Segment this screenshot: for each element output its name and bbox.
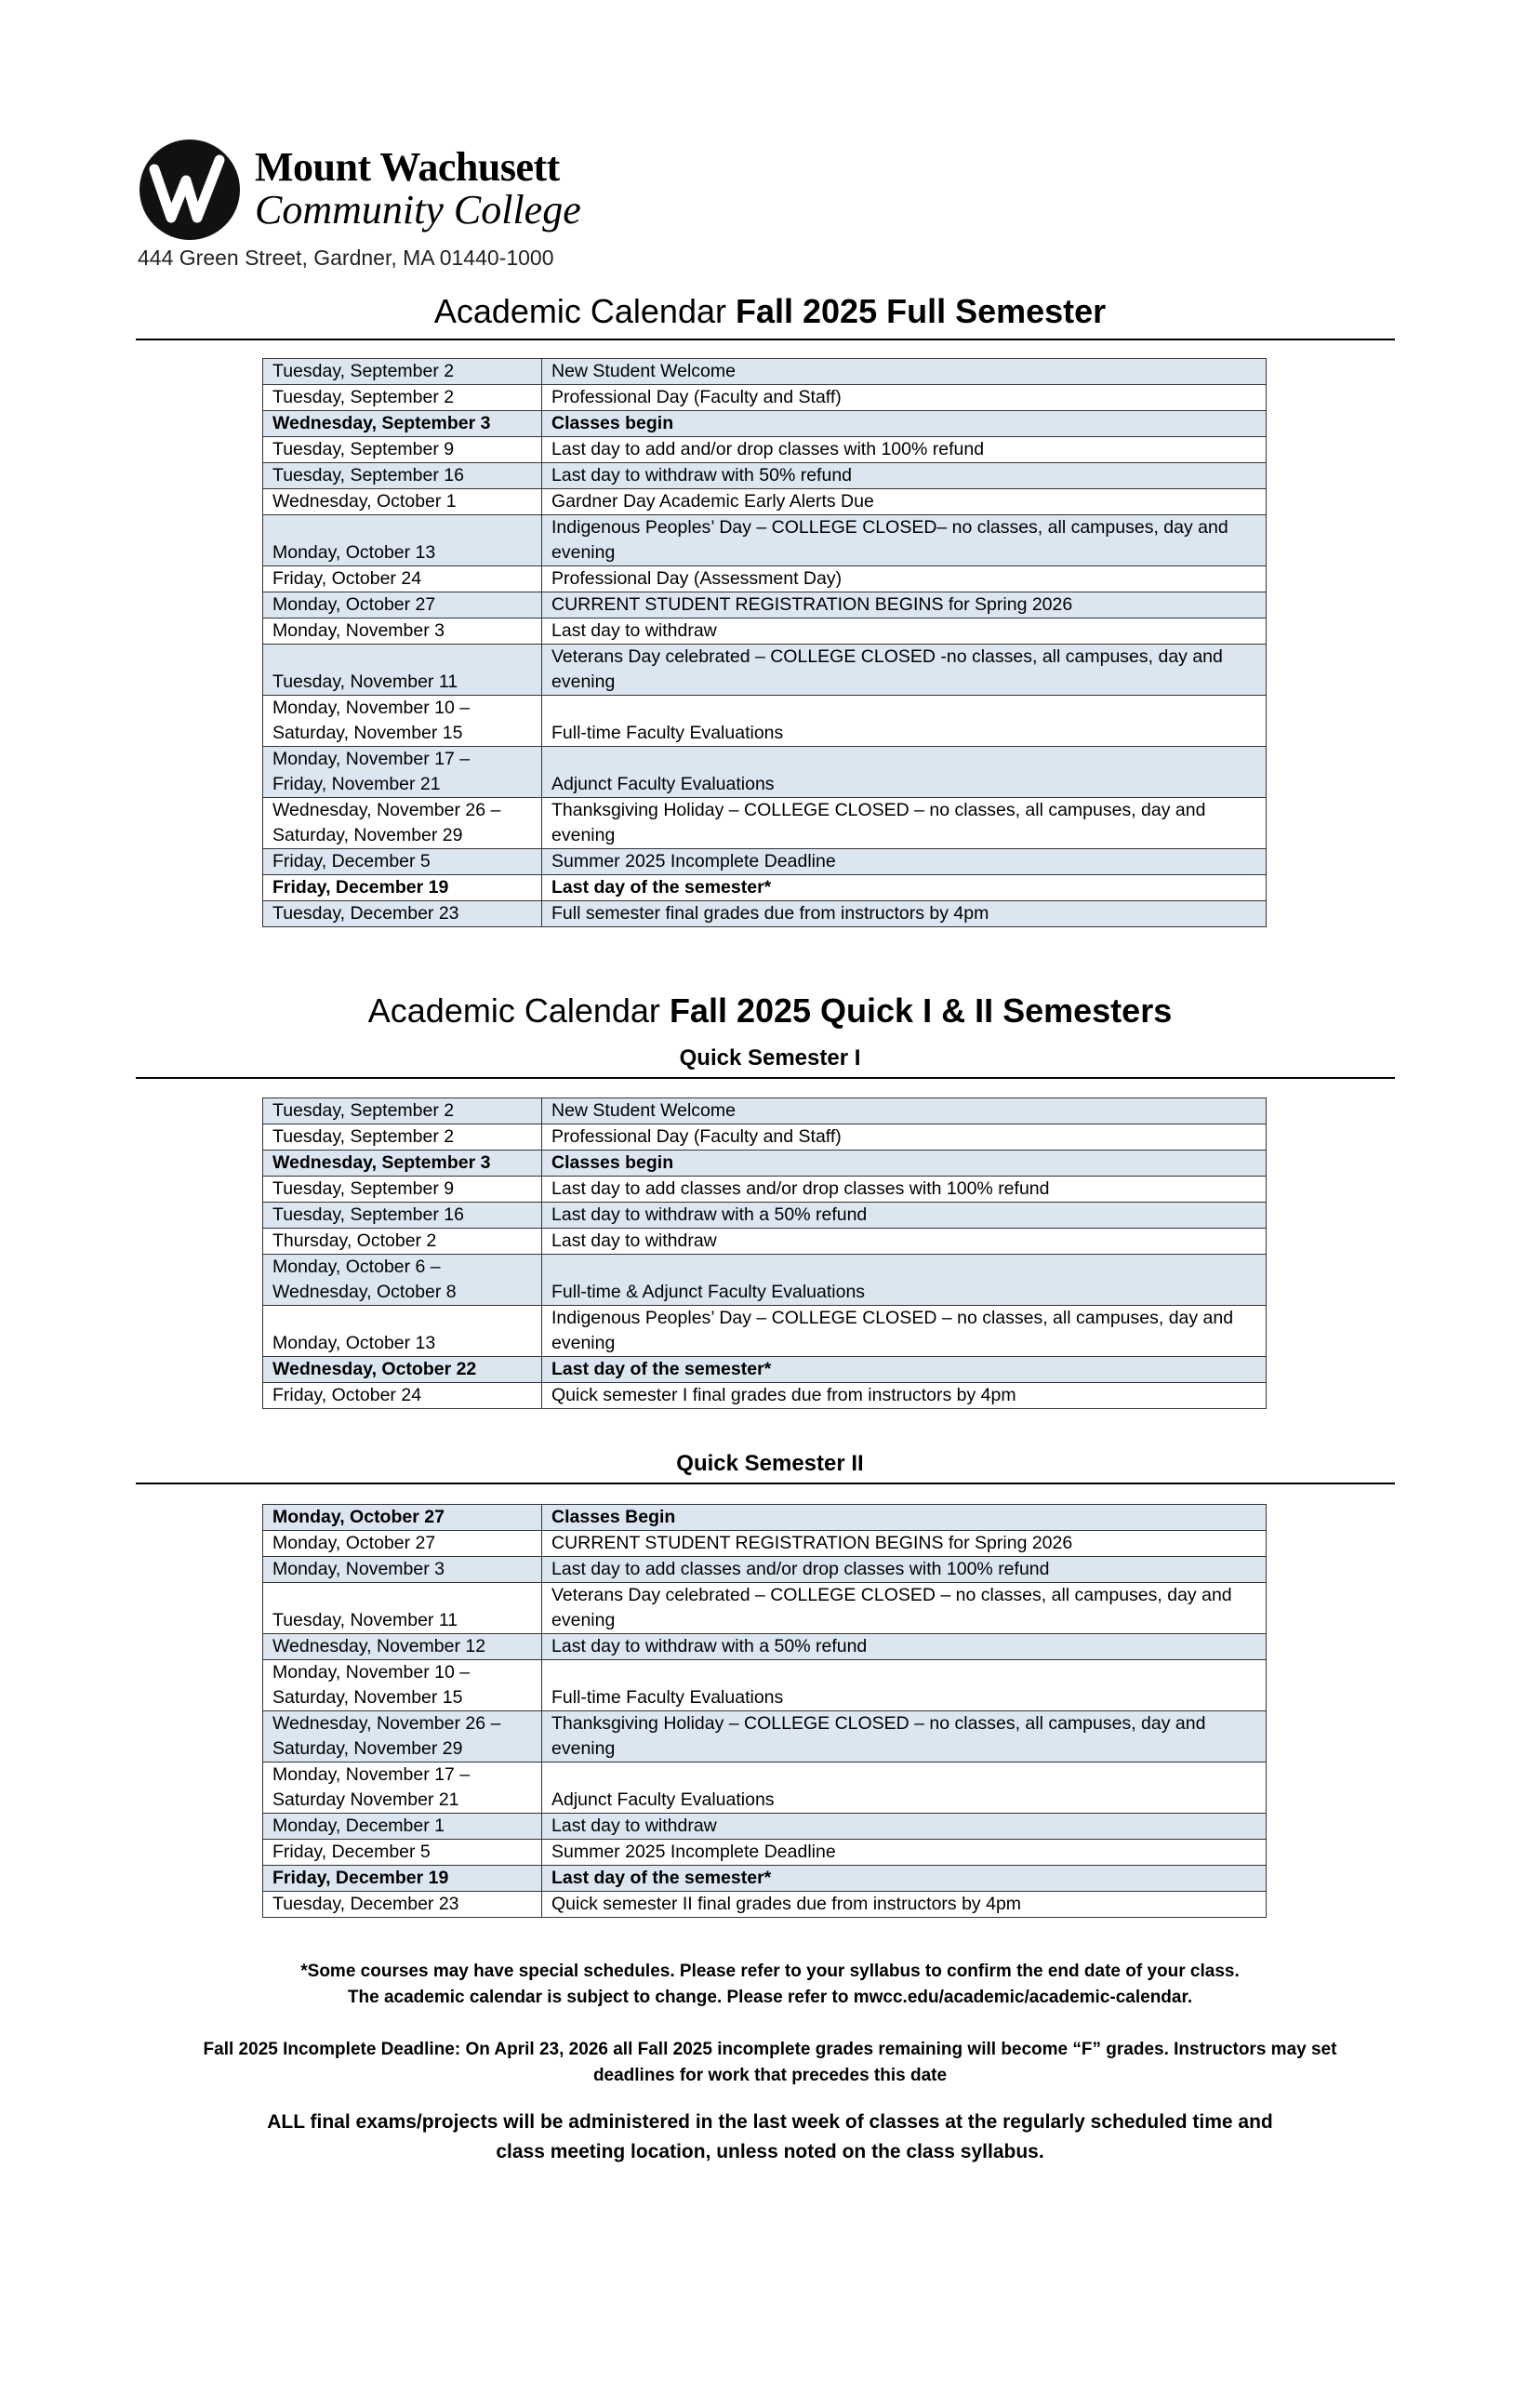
- event-cell: Last day to withdraw: [542, 619, 1267, 645]
- date-cell: Tuesday, September 9: [263, 1177, 542, 1203]
- date-cell: Tuesday, September 2: [263, 359, 542, 385]
- date-cell: Monday, October 13: [263, 1306, 542, 1357]
- table-row: [263, 849, 1267, 875]
- event-cell: Classes begin: [542, 1151, 1267, 1177]
- exams-line-1: ALL final exams/projects will be administered in the last week of classes at the regularly scheduled time and: [267, 2111, 1273, 2133]
- event-cell: Last day to withdraw: [542, 1814, 1267, 1840]
- full-semester-table: [262, 358, 1267, 927]
- table-row: [263, 1531, 1267, 1557]
- table-row: [263, 463, 1267, 489]
- table-row: [263, 592, 1267, 619]
- date-cell: Monday, November 17 – Saturday November 21: [263, 1762, 542, 1814]
- quick-semesters-title: [0, 991, 1540, 1031]
- college-name-line1: Mount Wachusett: [255, 144, 560, 190]
- table-row: [263, 1203, 1267, 1229]
- special-schedules-note: *Some courses may have special schedules. Please refer to your syllabus to confirm the end date of your class.: [300, 1962, 1240, 1981]
- event-cell: Professional Day (Assessment Day): [542, 566, 1267, 592]
- date-cell: Tuesday, September 2: [263, 1098, 542, 1124]
- event-cell: Veterans Day celebrated – COLLEGE CLOSED – no classes, all campuses, day and evening: [542, 1583, 1267, 1634]
- table-row: [263, 645, 1267, 696]
- date-cell: Wednesday, October 22: [263, 1357, 542, 1383]
- table-row: [263, 1255, 1267, 1306]
- table-row: [263, 1814, 1267, 1840]
- quick-semester-1-table: [262, 1097, 1267, 1409]
- table-row: [263, 1357, 1267, 1383]
- event-cell: CURRENT STUDENT REGISTRATION BEGINS for Spring 2026: [542, 592, 1267, 619]
- table-row: [263, 901, 1267, 927]
- table-row: [263, 619, 1267, 645]
- event-cell: Last day to add classes and/or drop classes with 100% refund: [542, 1177, 1267, 1203]
- table-row: [263, 489, 1267, 515]
- title-bold: Fall 2025 Quick I & II Semesters: [669, 991, 1173, 1030]
- event-cell: Veterans Day celebrated – COLLEGE CLOSED -no classes, all campuses, day and evening: [542, 645, 1267, 696]
- date-cell: Monday, November 3: [263, 1557, 542, 1583]
- event-cell: Indigenous Peoples’ Day – COLLEGE CLOSED – no classes, all campuses, day and evening: [542, 1306, 1267, 1357]
- footer-notes: [0, 1959, 1540, 2011]
- date-cell: Wednesday, September 3: [263, 411, 542, 437]
- date-cell: Tuesday, September 2: [263, 1124, 542, 1151]
- date-cell: Friday, December 19: [263, 875, 542, 901]
- date-cell: Tuesday, September 16: [263, 1203, 542, 1229]
- date-cell: Thursday, October 2: [263, 1229, 542, 1255]
- table-row: [263, 1151, 1267, 1177]
- table-row: [263, 1177, 1267, 1203]
- table-row: [263, 1583, 1267, 1634]
- date-cell: Friday, December 5: [263, 849, 542, 875]
- title-bold: Fall 2025 Full Semester: [735, 292, 1107, 330]
- section-divider: [136, 339, 1395, 340]
- date-cell: Monday, October 13: [263, 515, 542, 566]
- date-cell: Friday, December 5: [263, 1840, 542, 1866]
- date-cell: Friday, October 24: [263, 566, 542, 592]
- event-cell: Professional Day (Faculty and Staff): [542, 1124, 1267, 1151]
- event-cell: CURRENT STUDENT REGISTRATION BEGINS for Spring 2026: [542, 1531, 1267, 1557]
- table-row: [263, 1762, 1267, 1814]
- table-row: [263, 1634, 1267, 1660]
- incomplete-deadline-note: [0, 2037, 1540, 2089]
- table-row: [263, 1660, 1267, 1711]
- college-address: 444 Green Street, Gardner, MA 01440-1000: [138, 246, 554, 270]
- event-cell: Classes Begin: [542, 1505, 1267, 1531]
- exams-line-2: class meeting location, unless noted on the class syllabus.: [496, 2141, 1044, 2162]
- table-row: [263, 1866, 1267, 1892]
- date-cell: Friday, December 19: [263, 1866, 542, 1892]
- incomplete-line-1: Fall 2025 Incomplete Deadline: On April 23, 2026 all Fall 2025 incomplete grades remaining will become “F” grades. Instructors may set: [203, 2040, 1337, 2059]
- college-name-line2: Community College: [255, 187, 581, 233]
- date-cell: Wednesday, November 26 – Saturday, November 29: [263, 798, 542, 849]
- event-cell: New Student Welcome: [542, 359, 1267, 385]
- table-row: [263, 566, 1267, 592]
- event-cell: Full-time Faculty Evaluations: [542, 1660, 1267, 1711]
- event-cell: Last day to withdraw with 50% refund: [542, 463, 1267, 489]
- date-cell: Friday, October 24: [263, 1383, 542, 1409]
- event-cell: Last day of the semester*: [542, 1866, 1267, 1892]
- final-exams-note: [0, 2108, 1540, 2167]
- event-cell: Last day to add and/or drop classes with 100% refund: [542, 437, 1267, 463]
- event-cell: Full semester final grades due from instructors by 4pm: [542, 901, 1267, 927]
- event-cell: Quick semester I final grades due from instructors by 4pm: [542, 1383, 1267, 1409]
- date-cell: Tuesday, November 11: [263, 1583, 542, 1634]
- date-cell: Tuesday, December 23: [263, 1892, 542, 1918]
- calendar-change-note: The academic calendar is subject to change. Please refer to mwcc.edu/academic/academic-calendar.: [347, 1988, 1193, 2007]
- date-cell: Monday, October 27: [263, 1531, 542, 1557]
- quick-semester-1-heading: Quick Semester I: [679, 1045, 861, 1071]
- event-cell: Indigenous Peoples’ Day – COLLEGE CLOSED– no classes, all campuses, day and evening: [542, 515, 1267, 566]
- mwcc-logo-icon: [138, 138, 242, 242]
- event-cell: Summer 2025 Incomplete Deadline: [542, 849, 1267, 875]
- table-row: [263, 875, 1267, 901]
- date-cell: Monday, November 10 – Saturday, November 15: [263, 1660, 542, 1711]
- event-cell: New Student Welcome: [542, 1098, 1267, 1124]
- table-row: [263, 1840, 1267, 1866]
- date-cell: Wednesday, October 1: [263, 489, 542, 515]
- title-prefix: Academic Calendar: [367, 991, 670, 1030]
- event-cell: Adjunct Faculty Evaluations: [542, 747, 1267, 798]
- date-cell: Wednesday, November 26 – Saturday, November 29: [263, 1711, 542, 1762]
- date-cell: Monday, November 10 – Saturday, November 15: [263, 696, 542, 747]
- table-row: [263, 1711, 1267, 1762]
- table-row: [263, 1124, 1267, 1151]
- date-cell: Monday, October 27: [263, 1505, 542, 1531]
- table-row: [263, 1892, 1267, 1918]
- date-cell: Tuesday, November 11: [263, 645, 542, 696]
- table-row: [263, 359, 1267, 385]
- full-semester-title: [0, 292, 1540, 331]
- event-cell: Thanksgiving Holiday – COLLEGE CLOSED – no classes, all campuses, day and evening: [542, 798, 1267, 849]
- event-cell: Last day to withdraw with a 50% refund: [542, 1203, 1267, 1229]
- table-row: [263, 1383, 1267, 1409]
- event-cell: Last day to add classes and/or drop classes with 100% refund: [542, 1557, 1267, 1583]
- table-row: [263, 411, 1267, 437]
- event-cell: Quick semester II final grades due from instructors by 4pm: [542, 1892, 1267, 1918]
- date-cell: Monday, November 3: [263, 619, 542, 645]
- section-divider: [136, 1483, 1395, 1484]
- date-cell: Tuesday, September 2: [263, 385, 542, 411]
- date-cell: Tuesday, September 9: [263, 437, 542, 463]
- table-row: [263, 747, 1267, 798]
- college-logo: [138, 138, 658, 279]
- table-row: [263, 798, 1267, 849]
- event-cell: Full-time Faculty Evaluations: [542, 696, 1267, 747]
- quick-semester-2-table: [262, 1504, 1267, 1918]
- table-row: [263, 696, 1267, 747]
- table-row: [263, 1229, 1267, 1255]
- quick-semester-2-heading: Quick Semester II: [676, 1451, 864, 1476]
- event-cell: Full-time & Adjunct Faculty Evaluations: [542, 1255, 1267, 1306]
- date-cell: Monday, November 17 – Friday, November 21: [263, 747, 542, 798]
- event-cell: Last day to withdraw with a 50% refund: [542, 1634, 1267, 1660]
- event-cell: Last day to withdraw: [542, 1229, 1267, 1255]
- table-row: [263, 385, 1267, 411]
- date-cell: Monday, October 27: [263, 592, 542, 619]
- date-cell: Monday, December 1: [263, 1814, 542, 1840]
- event-cell: Professional Day (Faculty and Staff): [542, 385, 1267, 411]
- table-row: [263, 1098, 1267, 1124]
- event-cell: Last day of the semester*: [542, 875, 1267, 901]
- event-cell: Summer 2025 Incomplete Deadline: [542, 1840, 1267, 1866]
- date-cell: Tuesday, September 16: [263, 463, 542, 489]
- date-cell: Tuesday, December 23: [263, 901, 542, 927]
- section-divider: [136, 1077, 1395, 1079]
- table-row: [263, 515, 1267, 566]
- event-cell: Last day of the semester*: [542, 1357, 1267, 1383]
- table-row: [263, 1306, 1267, 1357]
- date-cell: Monday, October 6 – Wednesday, October 8: [263, 1255, 542, 1306]
- date-cell: Wednesday, November 12: [263, 1634, 542, 1660]
- table-row: [263, 1505, 1267, 1531]
- table-row: [263, 437, 1267, 463]
- event-cell: Adjunct Faculty Evaluations: [542, 1762, 1267, 1814]
- event-cell: Gardner Day Academic Early Alerts Due: [542, 489, 1267, 515]
- table-row: [263, 1557, 1267, 1583]
- event-cell: Classes begin: [542, 411, 1267, 437]
- title-prefix: Academic Calendar: [433, 292, 736, 330]
- date-cell: Wednesday, September 3: [263, 1151, 542, 1177]
- incomplete-line-2: deadlines for work that precedes this date: [592, 2066, 948, 2085]
- event-cell: Thanksgiving Holiday – COLLEGE CLOSED – no classes, all campuses, day and evening: [542, 1711, 1267, 1762]
